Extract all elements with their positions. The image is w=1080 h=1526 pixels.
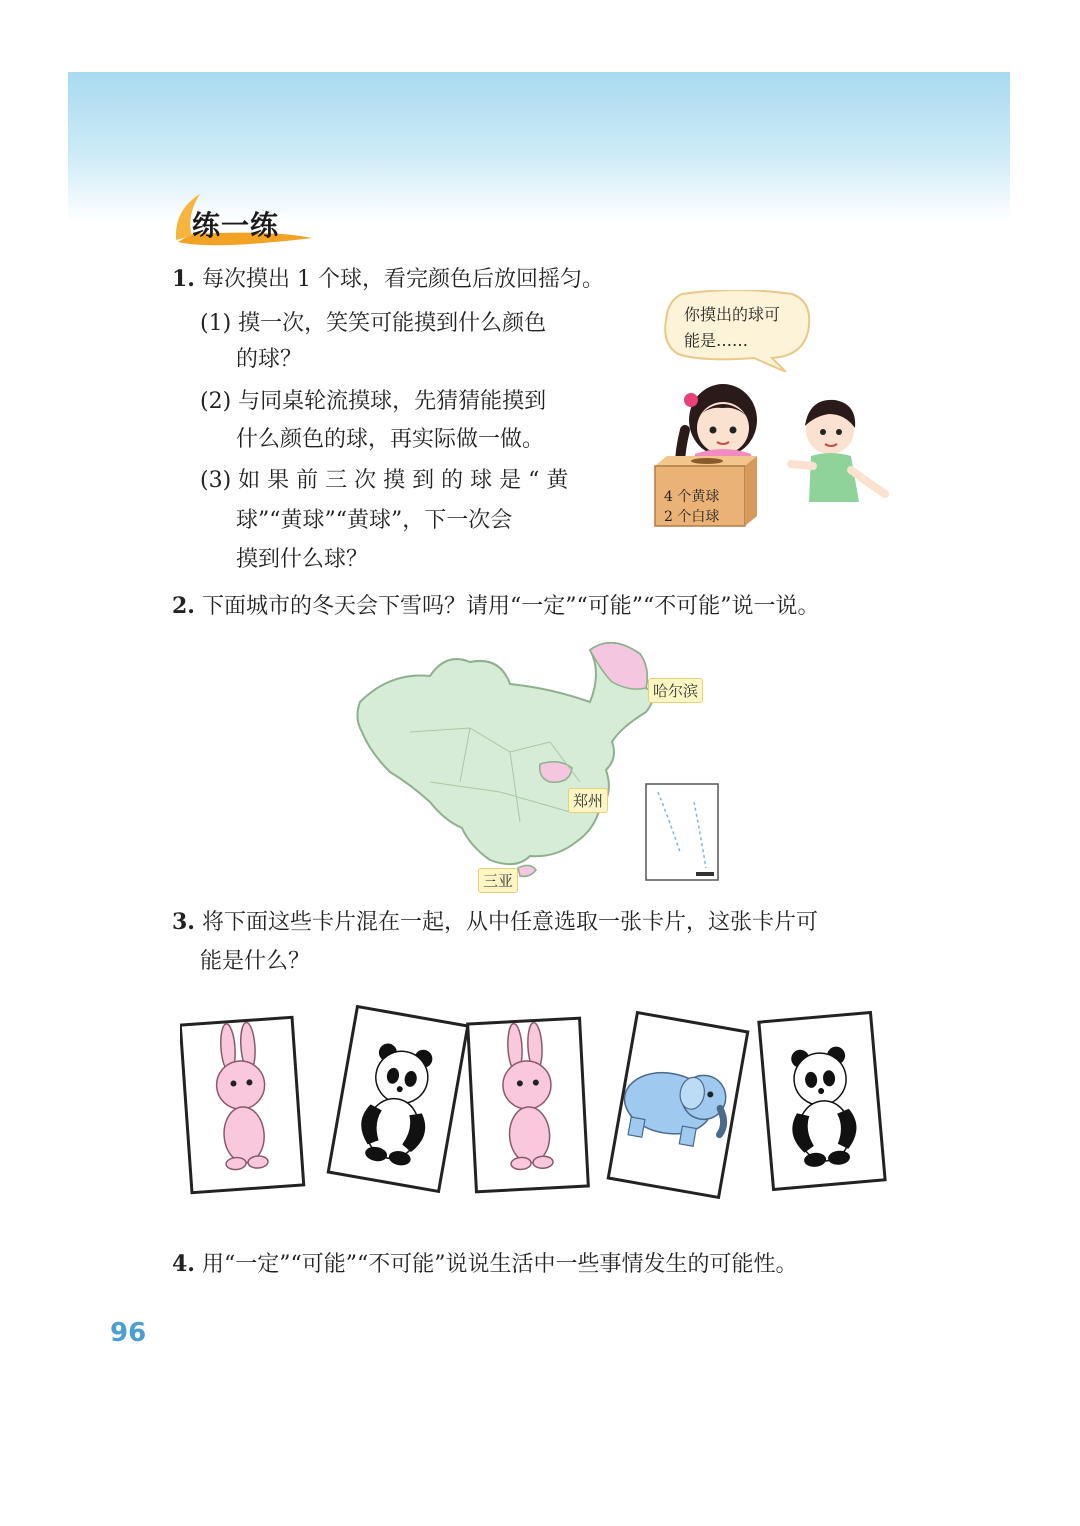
city-label-zhengzhou: 郑州 xyxy=(568,788,608,813)
page-number: 96 xyxy=(110,1318,147,1348)
q1-sub2-line2: 什么颜色的球，再实际做一做。 xyxy=(236,427,545,452)
q1-sub3-line1: (3) 如 果 前 三 次 摸 到 的 球 是 “ 黄 xyxy=(200,468,569,493)
q4-text: 用“一定”“可能”“不可能”说说生活中一些事情发生的可能性。 xyxy=(201,1252,798,1277)
q2-line xyxy=(172,592,819,621)
section-title-text: 练一练 xyxy=(192,209,280,242)
card-panda-1 xyxy=(328,1007,467,1192)
city-label-harbin: 哈尔滨 xyxy=(648,678,703,703)
q1-sub3-line2: 球”“黄球”“黄球”，下一次会 xyxy=(236,508,513,533)
q3-text-line1: 将下面这些卡片混在一起，从中任意选取一张卡片，这张卡片可 xyxy=(201,910,818,935)
q1-number: 1. xyxy=(172,266,195,292)
city-label-sanya: 三亚 xyxy=(478,868,518,893)
bubble-line-1: 你摸出的球可 xyxy=(684,305,781,324)
card-panda-2 xyxy=(759,1012,885,1189)
q1-sub1-line1: (1) 摸一次，笑笑可能摸到什么颜色 xyxy=(200,311,547,336)
q3-line1 xyxy=(172,908,818,937)
q1-line xyxy=(172,265,604,294)
card-rabbit-1 xyxy=(180,1017,303,1192)
q2-number: 2. xyxy=(172,593,195,619)
speech-bubble-text xyxy=(684,302,814,354)
card-rabbit-2 xyxy=(468,1018,589,1192)
animal-cards xyxy=(180,1005,900,1205)
card-elephant xyxy=(608,1013,747,1198)
q1-text: 每次摸出 1 个球，看完颜色后放回摇匀。 xyxy=(201,267,604,292)
china-map xyxy=(350,632,730,892)
q4-line xyxy=(172,1250,797,1279)
q1-sub1-line2: 的球？ xyxy=(236,347,303,372)
box-label-white: 2 个白球 xyxy=(664,509,720,525)
section-title xyxy=(172,190,322,252)
box-label-yellow: 4 个黄球 xyxy=(664,489,720,505)
q3-number: 3. xyxy=(172,909,195,935)
bubble-line-2: 能是…… xyxy=(684,331,749,350)
q1-sub2-line1: (2) 与同桌轮流摸球，先猜猜能摸到 xyxy=(200,389,547,414)
q1-sub3-line3: 摸到什么球？ xyxy=(236,547,369,572)
q4-number: 4. xyxy=(172,1251,195,1277)
q2-text: 下面城市的冬天会下雪吗？请用“一定”“可能”“不可能”说一说。 xyxy=(201,594,820,619)
q3-text-line2: 能是什么？ xyxy=(200,949,311,974)
